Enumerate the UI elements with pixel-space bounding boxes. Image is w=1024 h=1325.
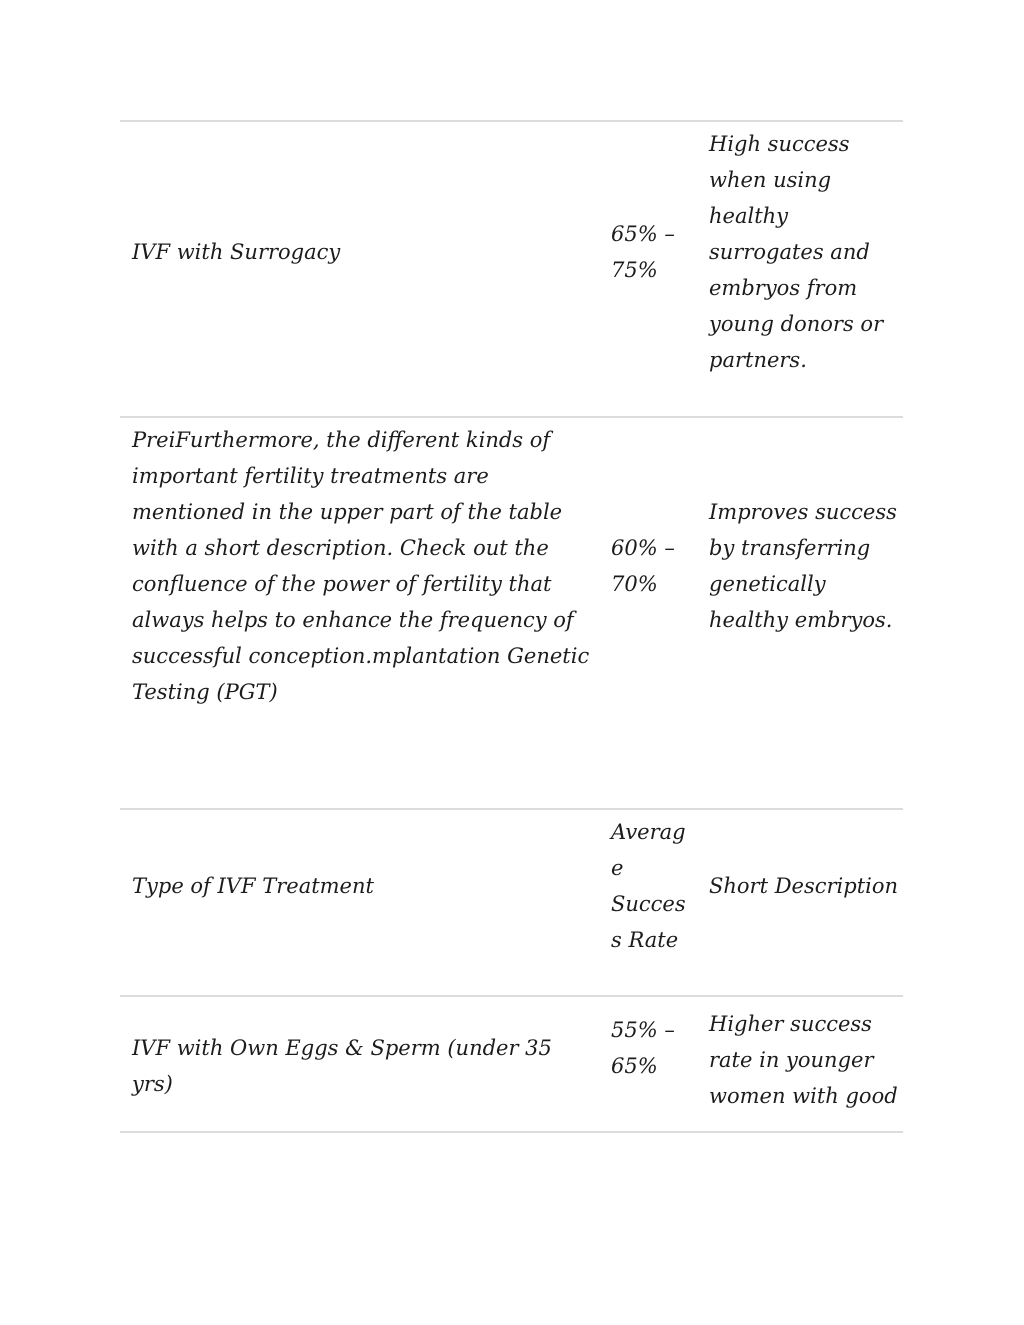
row-divider xyxy=(120,808,903,810)
rate-line: 65% xyxy=(611,1054,658,1078)
rate-line: 75% xyxy=(611,258,658,282)
header-rate-line: s Rate xyxy=(611,928,679,952)
rate-line: 60% – xyxy=(611,536,675,560)
header-rate-line: e xyxy=(611,856,624,880)
description-cell: Higher success rate in younger women with good xyxy=(709,1012,898,1108)
rate-line: 55% – xyxy=(611,1018,675,1042)
treatment-cell: PreiFurthermore, the different kinds of important fertility treatments are mentioned in the upper part of the table with a short description. Check out the confluence of the power of fertility that always helps to enhance the frequency of successful conception.mplantation Genetic Testing (PGT) xyxy=(132,428,590,704)
description-cell: High success when using healthy surrogates and embryos from young donors or partners. xyxy=(709,132,884,372)
rate-cell xyxy=(611,1012,691,1084)
description-cell: Improves success by transferring genetically healthy embryos. xyxy=(709,500,897,632)
table-lower xyxy=(120,0,903,1140)
rate-line: 65% – xyxy=(611,222,675,246)
treatment-cell: IVF with Surrogacy xyxy=(132,240,341,264)
row-divider xyxy=(120,1131,903,1133)
header-treatment: Type of IVF Treatment xyxy=(132,874,374,898)
treatment-cell: IVF with Own Eggs & Sperm (under 35 yrs) xyxy=(132,1036,552,1096)
row-divider xyxy=(120,995,903,997)
header-rate-line: Averag xyxy=(611,820,686,844)
header-rate xyxy=(611,814,701,958)
rate-line: 70% xyxy=(611,572,658,596)
header-description: Short Description xyxy=(709,874,899,898)
header-rate-line: Succes xyxy=(611,892,686,916)
